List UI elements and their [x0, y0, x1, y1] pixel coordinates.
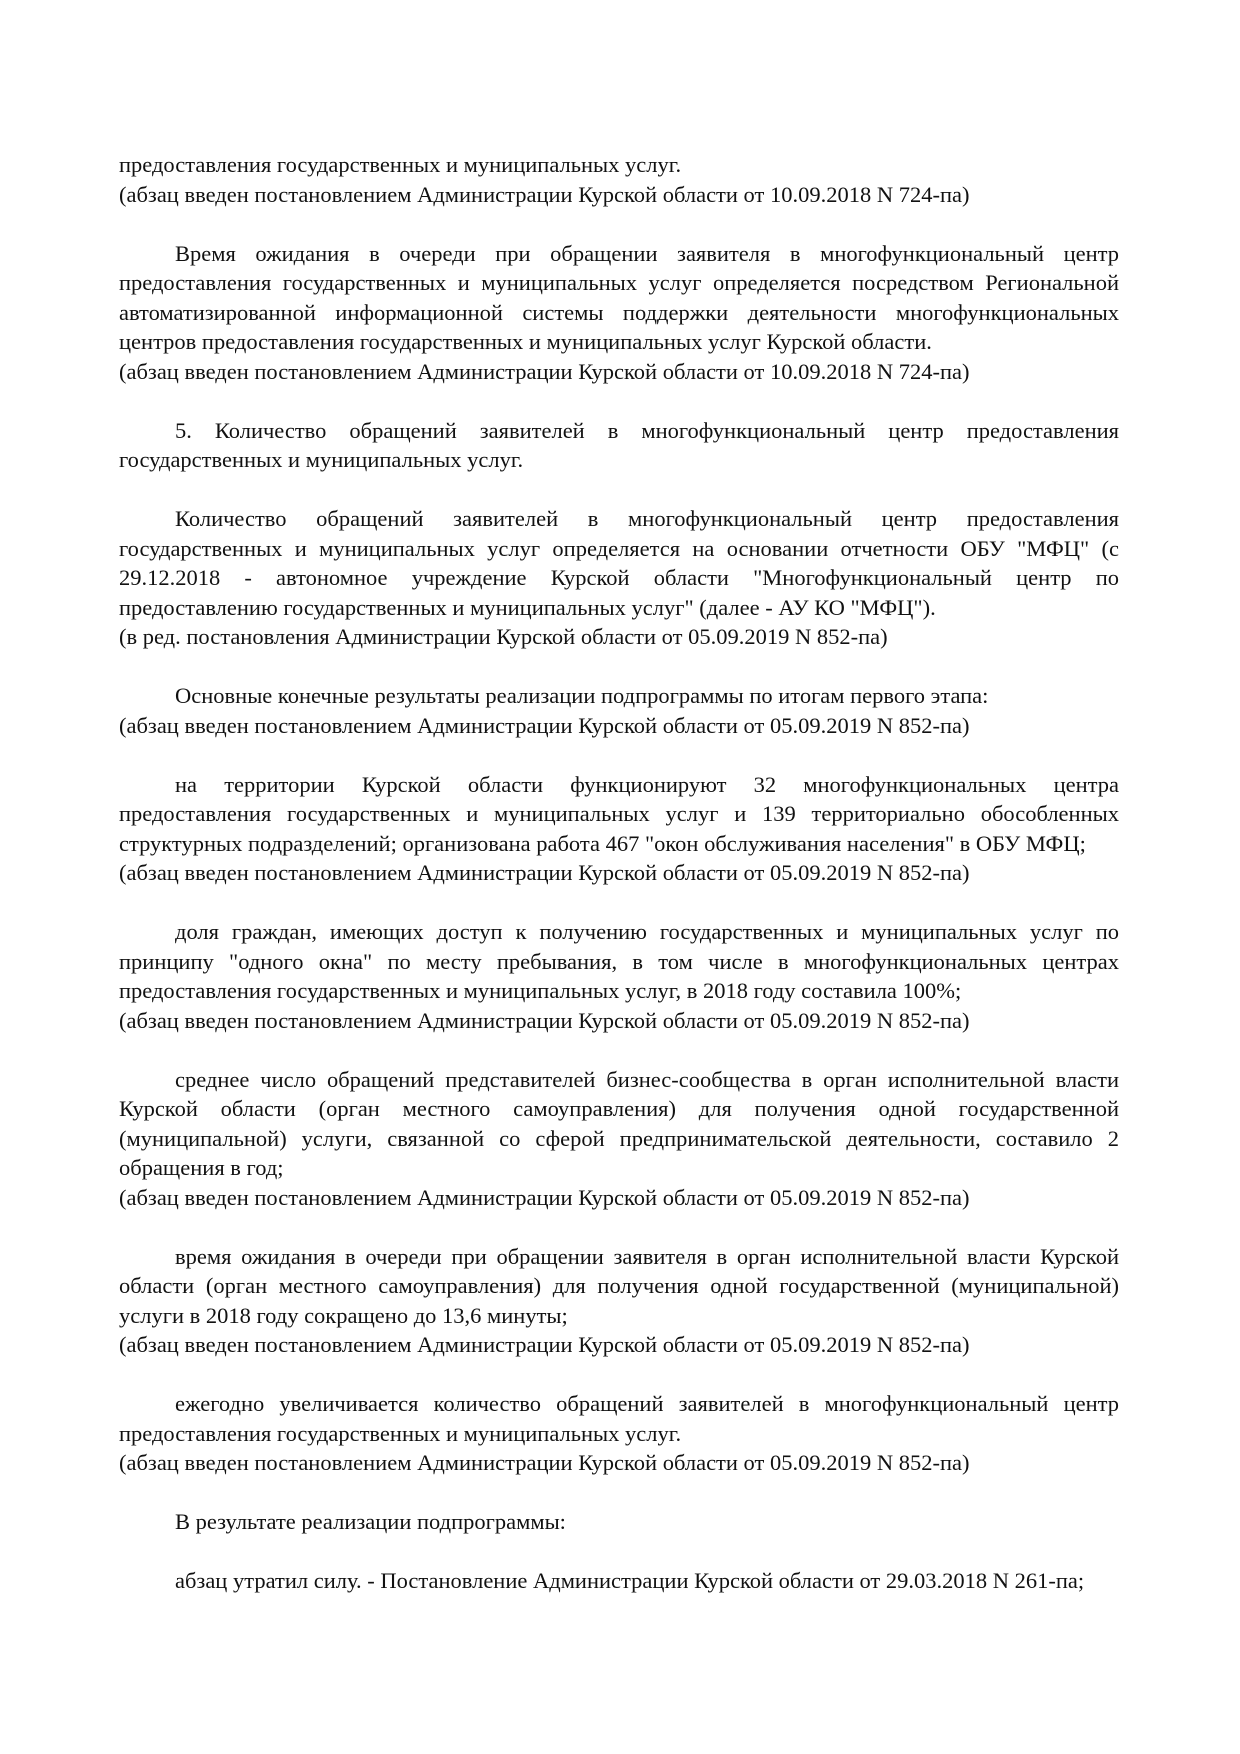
paragraph-block — [119, 416, 1119, 475]
amendment-note: (абзац введен постановлением Администрации Курской области от 10.09.2018 N 724-па) — [119, 181, 970, 207]
paragraph-text: В результате реализации подпрограммы: — [175, 1509, 566, 1534]
paragraph-block — [119, 1242, 1119, 1360]
paragraph-block — [119, 150, 1119, 209]
paragraph-text: среднее число обращений представителей бизнес-сообщества в орган исполнительной власти Курской области (орган местного самоуправления) для получения одной государственной (муниципальной) услуги, связанной со сферой предпринимательской деятельности, составило 2 обращения в год; — [119, 1066, 1119, 1180]
paragraph-text: ежегодно увеличивается количество обращений заявителей в многофункциональный центр предоставления государственных и муниципальных услуг. — [119, 1391, 1119, 1446]
paragraph-block — [119, 504, 1119, 652]
paragraph-text: Количество обращений заявителей в многофункциональный центр предоставления государственных и муниципальных услуг определяется на основании отчетности ОБУ "МФЦ" (с 29.12.2018 - автономное учреждение Курской области "Многофункциональный центр по предоставлению государственных и муниципальных услуг" (далее - АУ КО "МФЦ"). — [119, 506, 1119, 620]
paragraph-block — [119, 1566, 1119, 1596]
amendment-note: (абзац введен постановлением Администрации Курской области от 05.09.2019 N 852-па) — [119, 1007, 970, 1033]
paragraph-block — [119, 239, 1119, 387]
amendment-note: (абзац введен постановлением Администрации Курской области от 05.09.2019 N 852-па) — [119, 1450, 970, 1475]
amendment-note: (абзац введен постановлением Администрации Курской области от 05.09.2019 N 852-па) — [119, 860, 970, 885]
amendment-note: (абзац введен постановлением Администрации Курской области от 05.09.2019 N 852-па) — [119, 1184, 970, 1210]
paragraph-text: абзац утратил силу. - Постановление Администрации Курской области от 29.03.2018 N 261-па; — [175, 1568, 1085, 1593]
section-heading-paragraph: 5. Количество обращений заявителей в многофункциональный центр предоставления государственных и муниципальных услуг. — [119, 417, 1119, 472]
paragraph-text: доля граждан, имеющих доступ к получению государственных и муниципальных услуг по принципу "одного окна" по месту пребывания, в том числе в многофункциональных центрах предоставления государственных и муниципальных услуг, в 2018 году составила 100%; — [119, 919, 1119, 1003]
amendment-note: (абзац введен постановлением Администрации Курской области от 10.09.2018 N 724-па) — [119, 358, 970, 384]
amendment-note: (абзац введен постановлением Администрации Курской области от 05.09.2019 N 852-па) — [119, 1332, 970, 1357]
paragraph-block — [119, 770, 1119, 888]
paragraph-text: Основные конечные результаты реализации подпрограммы по итогам первого этапа: — [175, 683, 989, 708]
paragraph-text: Время ожидания в очереди при обращении заявителя в многофункциональный центр предоставления государственных и муниципальных услуг определяется посредством Региональной автоматизированной информационной системы поддержки деятельности многофункциональных центров предоставления государственных и муниципальных услуг Курской области. — [119, 240, 1119, 354]
document-page — [119, 150, 1119, 1625]
paragraph-text: время ожидания в очереди при обращении заявителя в орган исполнительной власти Курской области (орган местного самоуправления) для получения одной государственной (муниципальной) услуги в 2018 году сокращено до 13,6 минуты; — [119, 1243, 1119, 1328]
amendment-note: (абзац введен постановлением Администрации Курской области от 05.09.2019 N 852-па) — [119, 712, 970, 738]
paragraph-block — [119, 1065, 1119, 1213]
amendment-note: (в ред. постановления Администрации Курской области от 05.09.2019 N 852-па) — [119, 624, 888, 649]
paragraph-block — [119, 681, 1119, 740]
paragraph-block — [119, 1507, 1119, 1537]
paragraph-block — [119, 917, 1119, 1035]
paragraph-text: предоставления государственных и муниципальных услуг. — [119, 152, 682, 177]
paragraph-text: на территории Курской области функционируют 32 многофункциональных центра предоставления государственных и муниципальных услуг и 139 территориально обособленных структурных подразделений; организована работа 467 "окон обслуживания населения" в ОБУ МФЦ; — [119, 771, 1119, 856]
paragraph-block — [119, 1389, 1119, 1478]
